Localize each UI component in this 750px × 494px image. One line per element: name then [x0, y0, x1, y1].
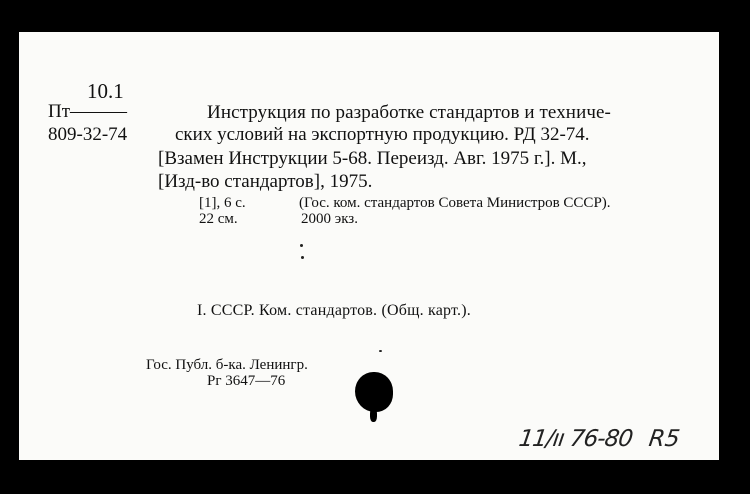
collation-copies: 2000 экз. — [301, 211, 358, 227]
ink-speck — [300, 244, 303, 247]
ink-speck — [379, 350, 382, 352]
library-number: Рг 3647—76 — [207, 373, 286, 389]
library-name: Гос. Публ. б-ка. Ленингр. — [146, 357, 308, 373]
tracing: I. СССР. Ком. стандартов. (Общ. карт.). — [197, 302, 471, 319]
title-line-1: Инструкция по разработке стандартов и техниче- — [207, 102, 611, 123]
collation-series: (Гос. ком. стандартов Совета Министров СССР). — [299, 195, 611, 211]
imprint-line-2: [Изд-во стандартов], 1975. — [158, 171, 373, 192]
handwritten-note-left: 11/ıı 76-80 — [517, 426, 634, 452]
imprint-line-1: [Взамен Инструкции 5-68. Переизд. Авг. 1975 г.]. М., — [158, 148, 587, 169]
ink-speck — [301, 256, 304, 259]
shelfmark-bottom: 809-32-74 — [48, 124, 128, 145]
title-line-2: ских условий на экспортную продукцию. РД 32-74. — [175, 124, 590, 145]
catalog-card — [19, 32, 719, 460]
collation-size: 22 см. — [199, 211, 238, 227]
ink-blot — [355, 372, 393, 412]
handwritten-note-right: R5 — [647, 426, 682, 452]
class-number: 10.1 — [87, 79, 124, 103]
shelfmark-top: Пт——— — [48, 101, 128, 122]
collation-pages: [1], 6 с. — [199, 195, 246, 211]
